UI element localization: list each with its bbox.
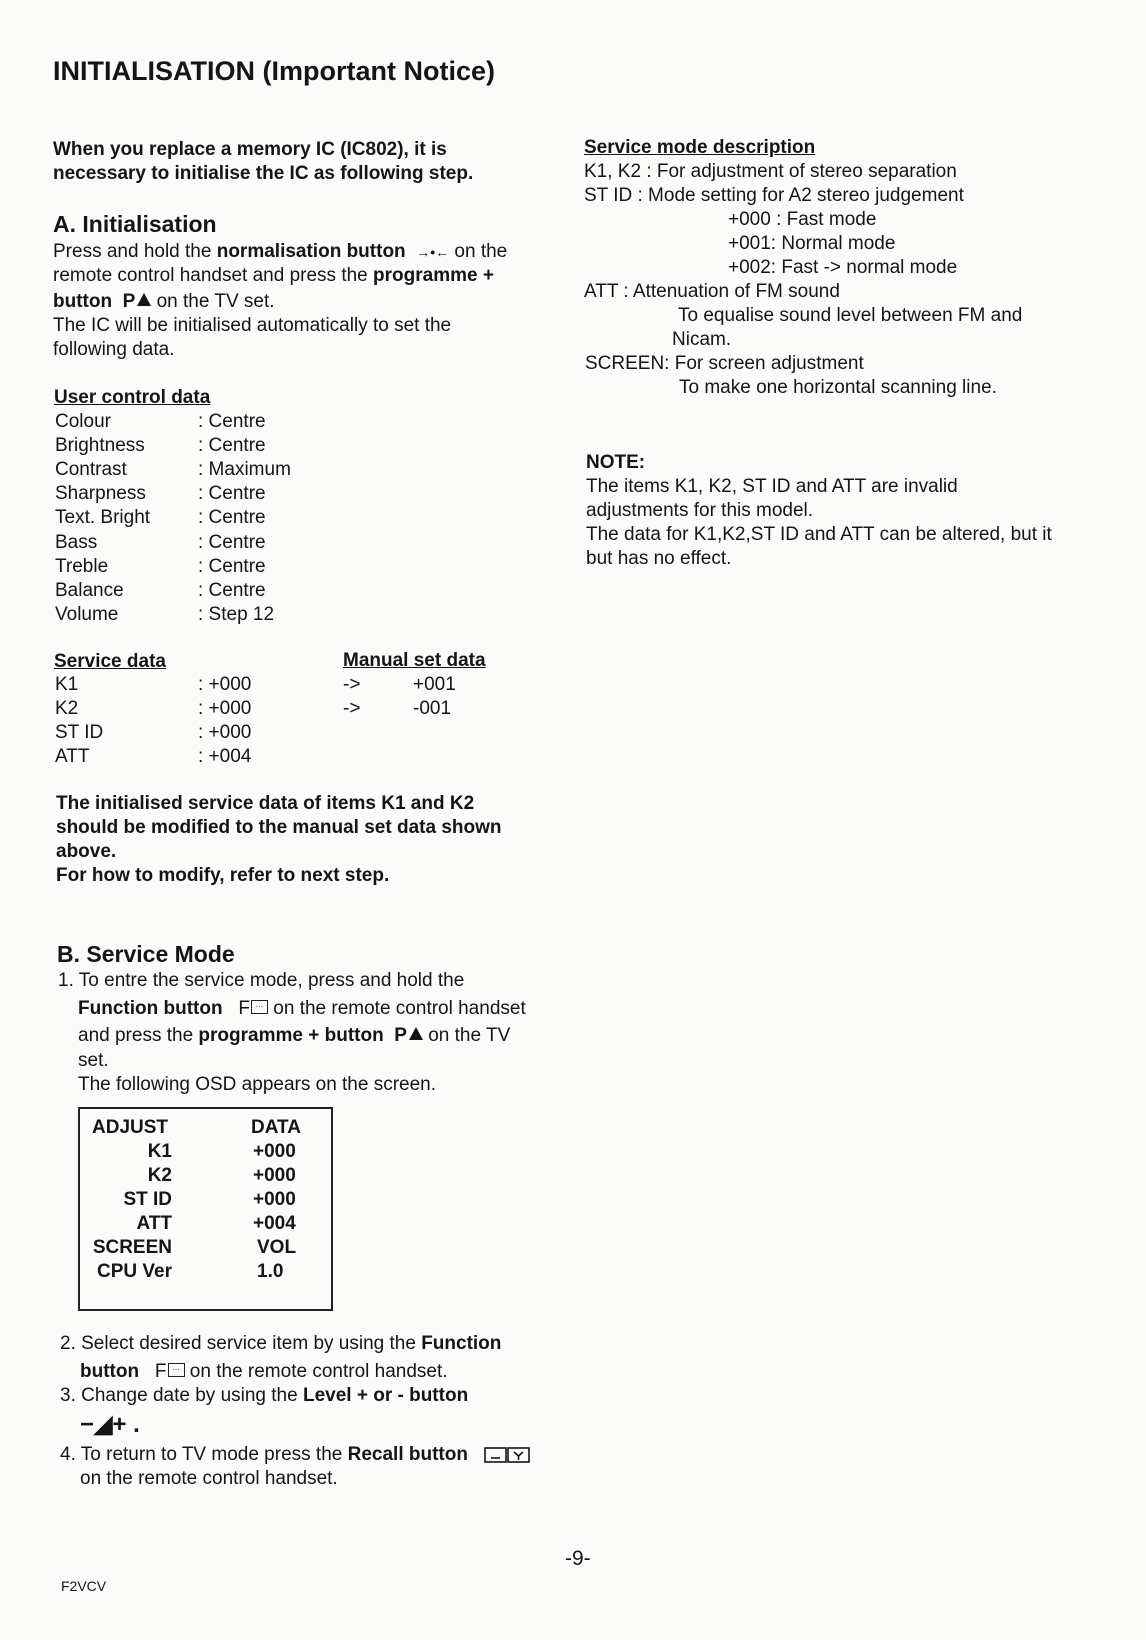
mod-note-line-2: should be modified to the manual set data shown [56, 817, 502, 838]
intro-line-1: When you replace a memory IC (IC802), it is [53, 139, 447, 160]
service-desc-line: +002: Fast -> normal mode [728, 257, 958, 278]
note-line: The data for K1,K2,ST ID and ATT can be altered, but it [586, 524, 1052, 545]
user-control-label: Balance [55, 579, 124, 601]
programme-up-icon [409, 1027, 423, 1040]
note-line: but has no effect. [586, 548, 732, 569]
step-1-line-1: 1. To entre the service mode, press and hold the [58, 970, 465, 991]
user-control-value: : Centre [198, 507, 266, 529]
page-number: -9- [565, 1547, 591, 1570]
service-desc-line: K1, K2 : For adjustment of stereo separation [584, 161, 957, 182]
user-control-label: Volume [55, 603, 119, 625]
osd-item-value: +000 [253, 1141, 296, 1162]
service-data-label: ST ID [55, 722, 104, 743]
service-desc-line: Nicam. [672, 329, 732, 350]
note-heading: NOTE: [586, 452, 646, 473]
user-control-label: Bass [55, 531, 98, 553]
osd-item-label: ATT [136, 1213, 172, 1234]
step-1-line-5: The following OSD appears on the screen. [78, 1074, 437, 1095]
step-1-line-3: and press the programme + button P on the TV [78, 1025, 511, 1046]
service-data-label: ATT [55, 746, 90, 767]
section-a-line-1: Press and hold the normalisation button →•← on the [53, 241, 508, 262]
service-data-label: K2 [55, 698, 79, 719]
service-desc-line: ATT : Attenuation of FM sound [584, 281, 840, 302]
section-b-heading: B. Service Mode [57, 941, 235, 967]
osd-item-value: +000 [253, 1165, 296, 1186]
service-desc-line: To equalise sound level between FM and [678, 305, 1023, 326]
step-2-line-1: 2. Select desired service item by using the Function [60, 1333, 502, 1354]
function-button-icon: … [251, 1000, 268, 1014]
page-title: INITIALISATION (Important Notice) [53, 56, 495, 86]
service-data-value: : +000 [198, 674, 252, 695]
service-data-value: : +004 [198, 746, 252, 767]
osd-display [78, 1107, 333, 1311]
service-data-value: : +000 [198, 722, 252, 743]
step-2-line-2: button F … on the remote control handset. [80, 1361, 448, 1382]
manual-set-value: +001 [413, 674, 456, 695]
user-control-heading: User control data [54, 387, 211, 408]
step-1-line-2: Function button F … on the remote control handset [78, 998, 526, 1019]
user-control-value: : Step 12 [198, 603, 275, 625]
service-data-value: : +000 [198, 698, 252, 719]
user-control-value: : Centre [198, 435, 266, 457]
osd-item-label: CPU Ver [97, 1261, 172, 1282]
service-desc-line: SCREEN: For screen adjustment [585, 353, 864, 374]
section-a-heading: A. Initialisation [53, 211, 217, 237]
osd-item-label: K1 [147, 1141, 172, 1162]
step-3-line-1: 3. Change date by using the Level + or - button [60, 1385, 469, 1406]
normalisation-icon: →•← [416, 244, 450, 260]
user-control-value: : Centre [198, 411, 266, 432]
service-data-heading: Service data [54, 651, 166, 672]
service-desc-line: +000 : Fast mode [728, 209, 877, 230]
user-control-label: Treble [55, 555, 109, 577]
section-a-line-2: remote control handset and press the programme + [53, 265, 494, 286]
step-4-line-1: 4. To return to TV mode press the Recall button [60, 1443, 530, 1467]
intro-line-2: necessary to initialise the IC as following step. [53, 163, 474, 184]
user-control-value: : Maximum [198, 459, 291, 481]
user-control-value: : Centre [198, 531, 266, 553]
user-control-label: Sharpness [55, 483, 146, 505]
osd-item-value: +000 [253, 1189, 296, 1210]
level-button-icon: −◢+ . [80, 1411, 140, 1438]
osd-header-label: ADJUST [92, 1117, 169, 1138]
mod-note-line-4: For how to modify, refer to next step. [56, 865, 390, 886]
section-a-line-5: following data. [53, 339, 175, 360]
service-desc-line: +001: Normal mode [728, 233, 896, 254]
osd-item-label: ST ID [123, 1189, 172, 1210]
service-desc-line: To make one horizontal scanning line. [679, 377, 997, 398]
footer-code: F2VCV [61, 1578, 107, 1594]
mod-note-line-1: The initialised service data of items K1 and K2 [56, 793, 475, 814]
user-control-value: : Centre [198, 483, 266, 505]
mod-note-line-3: above. [56, 841, 117, 862]
programme-up-icon [137, 293, 151, 306]
user-control-value: : Centre [198, 555, 266, 577]
service-desc-line: ST ID : Mode setting for A2 stereo judgement [584, 185, 964, 206]
note-line: The items K1, K2, ST ID and ATT are invalid [586, 476, 958, 497]
recall-button-icon [484, 1446, 530, 1464]
service-data-arrow: -> [343, 674, 361, 695]
user-control-label: Contrast [55, 459, 127, 481]
manual-set-data-heading: Manual set data [343, 650, 486, 671]
osd-item-label: SCREEN [92, 1237, 172, 1258]
osd-item-value: VOL [257, 1237, 297, 1258]
service-data-arrow: -> [343, 698, 361, 719]
osd-header-value: DATA [251, 1117, 301, 1138]
user-control-label: Colour [55, 411, 111, 432]
step-4-line-2: on the remote control handset. [80, 1468, 338, 1489]
service-data-label: K1 [55, 674, 79, 695]
section-a-line-3: button P on the TV set. [53, 291, 275, 312]
osd-item-label: K2 [147, 1165, 172, 1186]
function-button-icon: … [168, 1363, 185, 1377]
step-1-line-4: set. [78, 1050, 109, 1071]
user-control-label: Brightness [55, 435, 145, 457]
section-a-line-4: The IC will be initialised automatically to set the [53, 315, 452, 336]
user-control-value: : Centre [198, 579, 266, 601]
note-line: adjustments for this model. [586, 500, 814, 521]
manual-set-value: -001 [413, 698, 452, 719]
service-desc-heading: Service mode description [584, 137, 816, 158]
osd-item-value: +004 [253, 1213, 296, 1234]
user-control-label: Text. Bright [55, 507, 151, 529]
osd-item-value: 1.0 [257, 1261, 284, 1282]
